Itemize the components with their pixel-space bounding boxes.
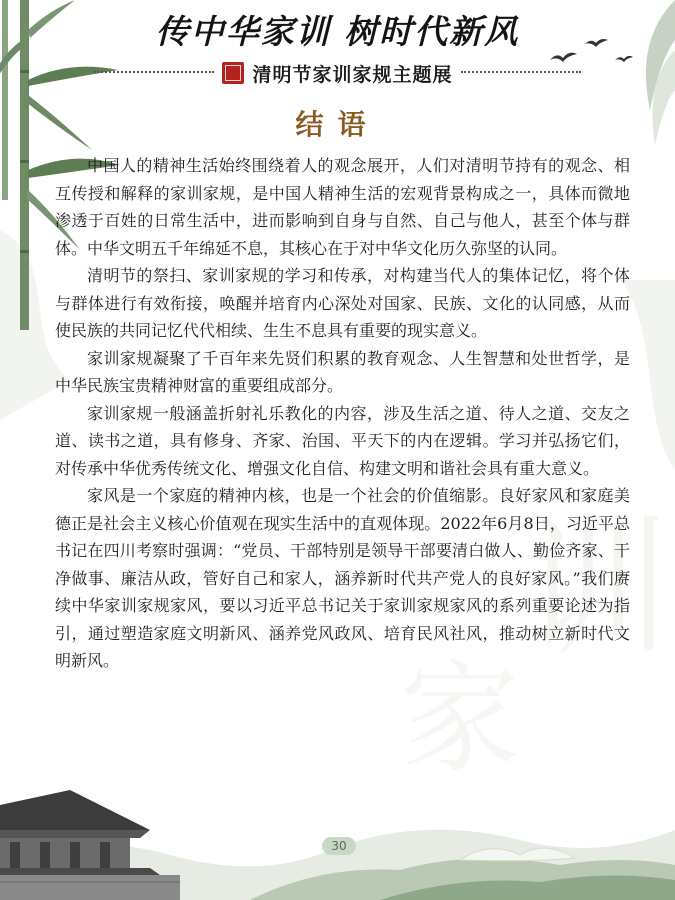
paragraph: 家风是一个家庭的精神内核，也是一个社会的价值缩影。良好家风和家庭美德正是社会主义核心价值观在现实生活中的直观体现。2022年6月8日，习近平总书记在四川考察时强调：“党员、干部特别是领导干部要清白做人、勤俭齐家、干净做事、廉洁从政，管好自己和家人，涵养新时代共产党人的良好家风。”我们赓续中华家训家规家风，要以习近平总书记关于家训家规家风的系列重要论述为指引，通过塑造家庭文明新风、涵养党风政风、培育民风社风，推动树立新时代文明新风。: [55, 486, 630, 670]
svg-text:训: 训: [520, 502, 671, 676]
paragraph: 清明节的祭扫、家训家规的学习和传承，对构建当代人的集体记忆，将个体与群体进行有效衔接，唤醒并培育内心深处对国家、民族、文化的认同感，从而使民族的共同记忆代代相续、生生不息具有重要的现实意义。: [55, 266, 630, 340]
svg-text:家: 家: [400, 650, 520, 789]
paragraph: 家训家规一般涵盖折射礼乐教化的内容，涉及生活之道、待人之道、交友之道、读书之道，具有修身、齐家、治国、平天下的内在逻辑。学习并弘扬它们，对传承中华优秀传统文化、增强文化自信、构建文明和谐社会具有重大意义。: [55, 403, 630, 478]
divider-right: [461, 71, 581, 75]
section-title: 结语: [295, 108, 380, 141]
main-title: 传中华家训 树时代新风: [155, 12, 520, 51]
subtitle: 清明节家训家规主题展: [252, 63, 453, 86]
bottom-scenery: [0, 770, 675, 900]
paragraph: 家训家规凝聚了千百年来先贤们积累的教育观念、人生智慧和处世哲学，是中华民族宝贵精神财富的重要组成部分。: [55, 348, 630, 395]
paragraph: 中国人的精神生活始终围绕着人的观念展开，人们对清明节持有的观念、相互传授和解释的家训家规，是中国人精神生活的宏观背景构成之一，具体而微地渗透于百姓的日常生活中，进而影响到自身与自然、自己与他人，甚至个体与群体。中华文明五千年绵延不息，其核心在于对中华文化历久弥坚的认同。: [55, 156, 630, 258]
divider-left: [94, 71, 214, 75]
seal-icon: [222, 62, 244, 84]
page-number: 30: [322, 837, 356, 855]
body-text: [55, 152, 630, 675]
subtitle-row: [0, 60, 675, 86]
